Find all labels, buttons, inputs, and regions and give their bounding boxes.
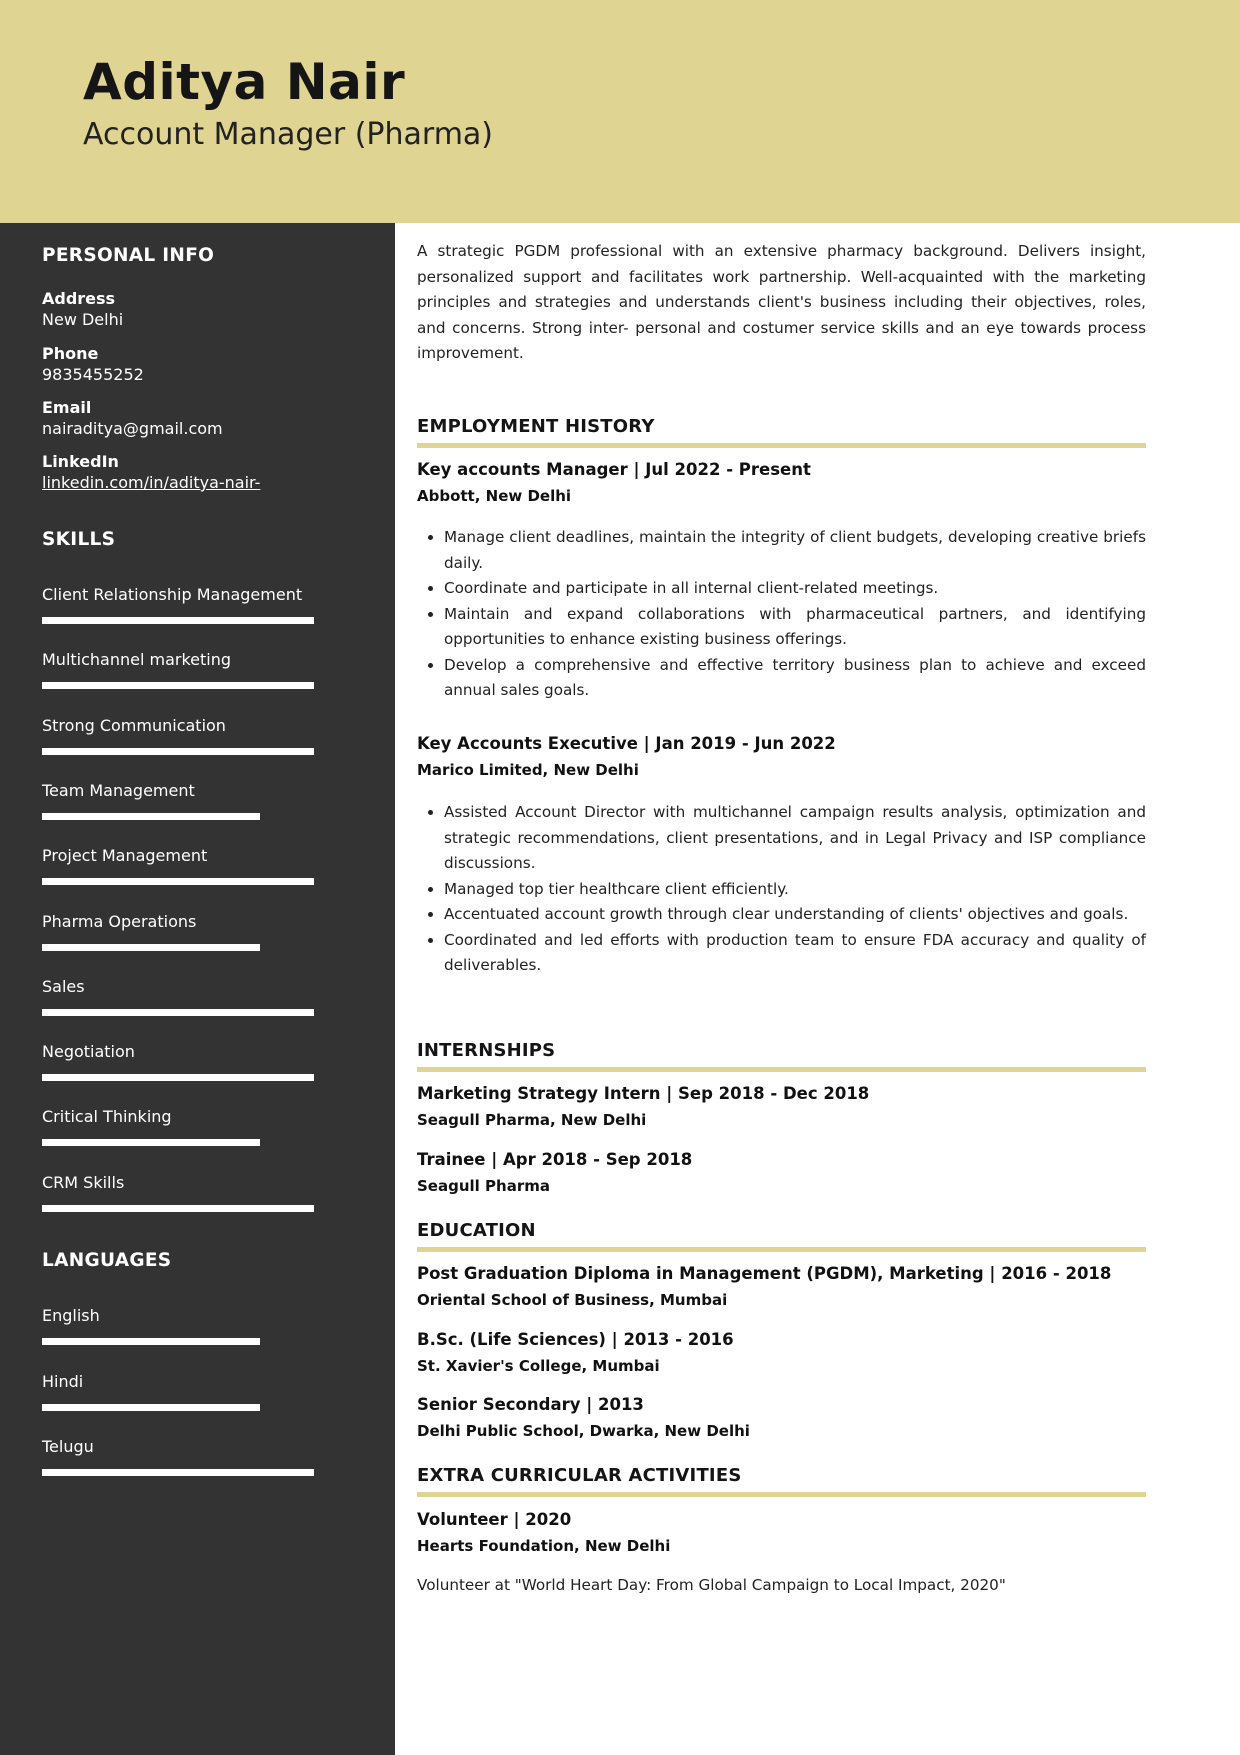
skill-level-bar	[42, 748, 314, 755]
candidate-name: Aditya Nair	[83, 53, 406, 111]
language-name: English	[42, 1306, 100, 1325]
internship-company: Seagull Pharma	[417, 1177, 550, 1195]
education-title: B.Sc. (Life Sciences) | 2013 - 2016	[417, 1330, 734, 1349]
address-label: Address	[42, 289, 116, 308]
skill-level-bar	[42, 1205, 314, 1212]
skill-name: Client Relationship Management	[42, 585, 303, 604]
list-item: • Manage client deadlines, maintain the integrity of client budgets, developing creative briefs daily.	[444, 525, 1146, 576]
skill-name: Project Management	[42, 846, 208, 866]
internships-heading: INTERNSHIPS	[417, 1040, 1146, 1072]
education-school: St. Xavier's College, Mumbai	[417, 1357, 660, 1375]
linkedin-label: LinkedIn	[42, 452, 119, 471]
candidate-role: Account Manager (Pharma)	[83, 117, 494, 152]
skill-level-bar	[42, 682, 314, 689]
internship-title: Marketing Strategy Intern | Sep 2018 - Dec 2018	[417, 1084, 870, 1103]
address-value: New Delhi	[42, 310, 124, 329]
list-item: • Coordinate and participate in all internal client-related meetings.	[444, 576, 1146, 602]
skill-level-bar	[42, 944, 260, 951]
skill-level-bar	[42, 617, 314, 624]
education-heading: EDUCATION	[417, 1220, 1146, 1252]
job-title: Key accounts Manager | Jul 2022 - Present	[417, 460, 811, 479]
list-item: • Accentuated account growth through clear understanding of clients' objectives and goals.	[444, 902, 1146, 928]
activity-description: Volunteer at "World Heart Day: From Global Campaign to Local Impact, 2020"	[417, 1576, 1006, 1594]
job-title: Key Accounts Executive | Jan 2019 - Jun 2022	[417, 734, 836, 753]
language-level-bar	[42, 1338, 260, 1345]
languages-heading: LANGUAGES	[42, 1250, 172, 1271]
internship-company: Seagull Pharma, New Delhi	[417, 1111, 647, 1129]
resume-header	[0, 0, 1240, 223]
phone-label: Phone	[42, 344, 99, 363]
language-level-bar	[42, 1469, 314, 1476]
skill-level-bar	[42, 878, 314, 885]
job-company: Abbott, New Delhi	[417, 487, 572, 505]
skill-item	[42, 649, 362, 689]
skill-item	[42, 780, 362, 820]
list-item: • Managed top tier healthcare client efficiently.	[444, 877, 1146, 903]
skill-name: Strong Communication	[42, 715, 226, 735]
extracurricular-heading: EXTRA CURRICULAR ACTIVITIES	[417, 1465, 1146, 1497]
activity-org: Hearts Foundation, New Delhi	[417, 1537, 671, 1555]
job-bullets	[417, 800, 1146, 979]
skill-item	[42, 845, 362, 885]
skill-name: Pharma Operations	[42, 911, 197, 931]
education-school: Delhi Public School, Dwarka, New Delhi	[417, 1422, 750, 1440]
language-name: Telugu	[42, 1437, 94, 1456]
education-title: Post Graduation Diploma in Management (PGDM), Marketing | 2016 - 2018	[417, 1264, 1112, 1283]
skill-level-bar	[42, 1139, 260, 1146]
email-label: Email	[42, 398, 92, 417]
skill-name: Sales	[42, 976, 85, 996]
linkedin-link[interactable]: linkedin.com/in/aditya-nair-	[42, 473, 261, 492]
skill-level-bar	[42, 1074, 314, 1081]
language-name: Hindi	[42, 1371, 84, 1391]
skill-item	[42, 1106, 362, 1146]
language-item	[42, 1371, 362, 1411]
skill-level-bar	[42, 1009, 314, 1016]
personal-info-heading: PERSONAL INFO	[42, 245, 215, 266]
skill-level-bar	[42, 813, 260, 820]
job-bullets	[417, 525, 1146, 704]
list-item: • Develop a comprehensive and effective territory business plan to achieve and exceed annual sales goals.	[444, 653, 1146, 704]
list-item: • Coordinated and led efforts with production team to ensure FDA accuracy and quality of deliverables.	[444, 928, 1146, 979]
list-item: • Assisted Account Director with multichannel campaign results analysis, optimization and strategic recommendations, client presentations, and in Legal Privacy and ISP compliance discussions.	[444, 800, 1146, 877]
skill-name: CRM Skills	[42, 1172, 125, 1192]
skill-item	[42, 911, 362, 951]
sidebar	[0, 223, 395, 1755]
skill-name: Team Management	[42, 780, 195, 800]
skill-item	[42, 976, 362, 1016]
skill-name: Critical Thinking	[42, 1107, 172, 1127]
skill-name: Multichannel marketing	[42, 650, 232, 670]
skill-item	[42, 1172, 362, 1212]
employment-heading: EMPLOYMENT HISTORY	[417, 416, 1146, 448]
profile-summary: A strategic PGDM professional with an extensive pharmacy background. Delivers insight, personalized support and facilitates work partnership. Well-acquainted with the marketing principles and strategies and understands client's business including their objectives, roles, and concerns. Strong inter- personal and costumer service skills and an eye towards process improvement.	[417, 242, 1146, 362]
job-company: Marico Limited, New Delhi	[417, 761, 639, 779]
internship-title: Trainee | Apr 2018 - Sep 2018	[417, 1150, 693, 1169]
education-title: Senior Secondary | 2013	[417, 1395, 644, 1414]
phone-value: 9835455252	[42, 365, 144, 384]
skill-name: Negotiation	[42, 1042, 135, 1062]
education-school: Oriental School of Business, Mumbai	[417, 1291, 728, 1309]
language-item	[42, 1436, 362, 1476]
language-item	[42, 1305, 362, 1345]
list-item: • Maintain and expand collaborations with pharmaceutical partners, and identifying opportunities to enhance existing business offerings.	[444, 602, 1146, 653]
language-level-bar	[42, 1404, 260, 1411]
skill-item	[42, 715, 362, 755]
skills-heading: SKILLS	[42, 529, 116, 550]
email-value[interactable]: nairaditya@gmail.com	[42, 419, 223, 438]
activity-title: Volunteer | 2020	[417, 1510, 572, 1529]
skill-item	[42, 1041, 362, 1081]
skill-item	[42, 584, 362, 624]
